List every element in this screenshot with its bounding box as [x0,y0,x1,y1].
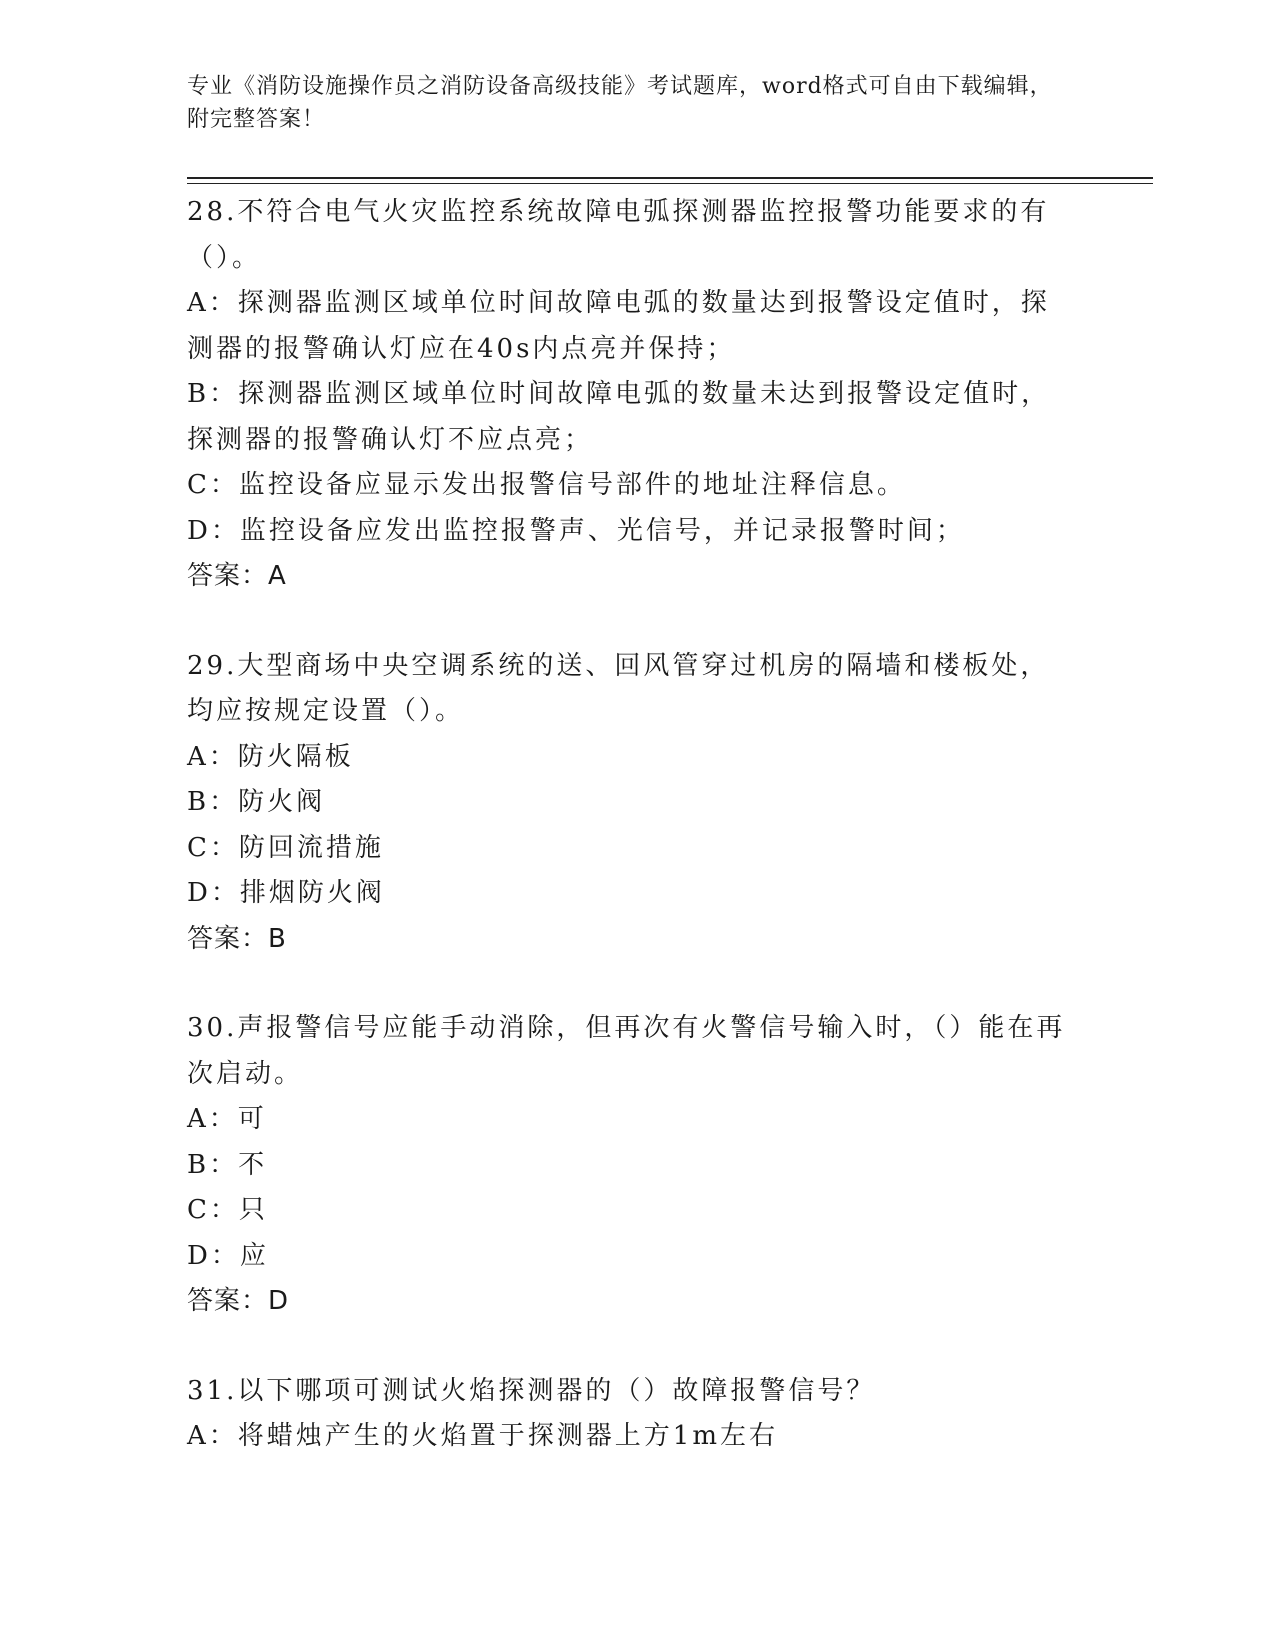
option-b: B：不 [187,1149,268,1180]
option-c: C：监控设备应显示发出报警信号部件的地址注释信息。 [187,470,906,500]
option-d: D：排烟防火阀 [187,878,385,908]
question-stem: 28.不符合电气火灾监控系统故障电弧探测器监控报警功能要求的有（）。 [187,197,1050,273]
option-b: B：防火阀 [187,787,326,817]
answer: 答案：B [187,923,287,954]
option-c: C：防回流措施 [187,832,384,863]
option-a: A：将蜡烛产生的火焰置于探测器上方1m左右 [187,1421,778,1451]
option-a: A：探测器监测区域单位时间故障电弧的数量达到报警设定值时，探测器的报警确认灯应在40s内点亮并保持； [187,288,1050,364]
option-d: D：应 [187,1240,269,1271]
question-stem: 29.大型商场中央空调系统的送、回风管穿过机房的隔墙和楼板处，均应按规定设置（）。 [187,650,1050,726]
question-28 [187,190,1077,600]
answer: 答案：A [187,561,287,591]
question-31 [187,1369,1077,1460]
header-rule-thick [187,177,1153,179]
option-c: C：只 [187,1195,268,1225]
option-a: A：可 [187,1104,267,1134]
header-rule-thin [187,183,1153,184]
question-30 [187,1006,1077,1325]
question-stem: 31.以下哪项可测试火焰探测器的（）故障报警信号？ [187,1375,876,1406]
option-b: B：探测器监测区域单位时间故障电弧的数量未达到报警设定值时，探测器的报警确认灯不应点亮； [187,379,1051,455]
question-list [187,190,1077,1504]
option-d: D：监控设备应发出监控报警声、光信号，并记录报警时间； [187,515,965,546]
option-a: A：防火隔板 [187,741,354,772]
answer: 答案：D [187,1286,290,1316]
question-29 [187,644,1077,963]
question-stem: 30.声报警信号应能手动消除，但再次有火警信号输入时，（）能在再次启动。 [187,1013,1066,1089]
page-header: 专业《消防设施操作员之消防设备高级技能》考试题库，word格式可自由下载编辑，附完整答案！ [187,74,1053,132]
